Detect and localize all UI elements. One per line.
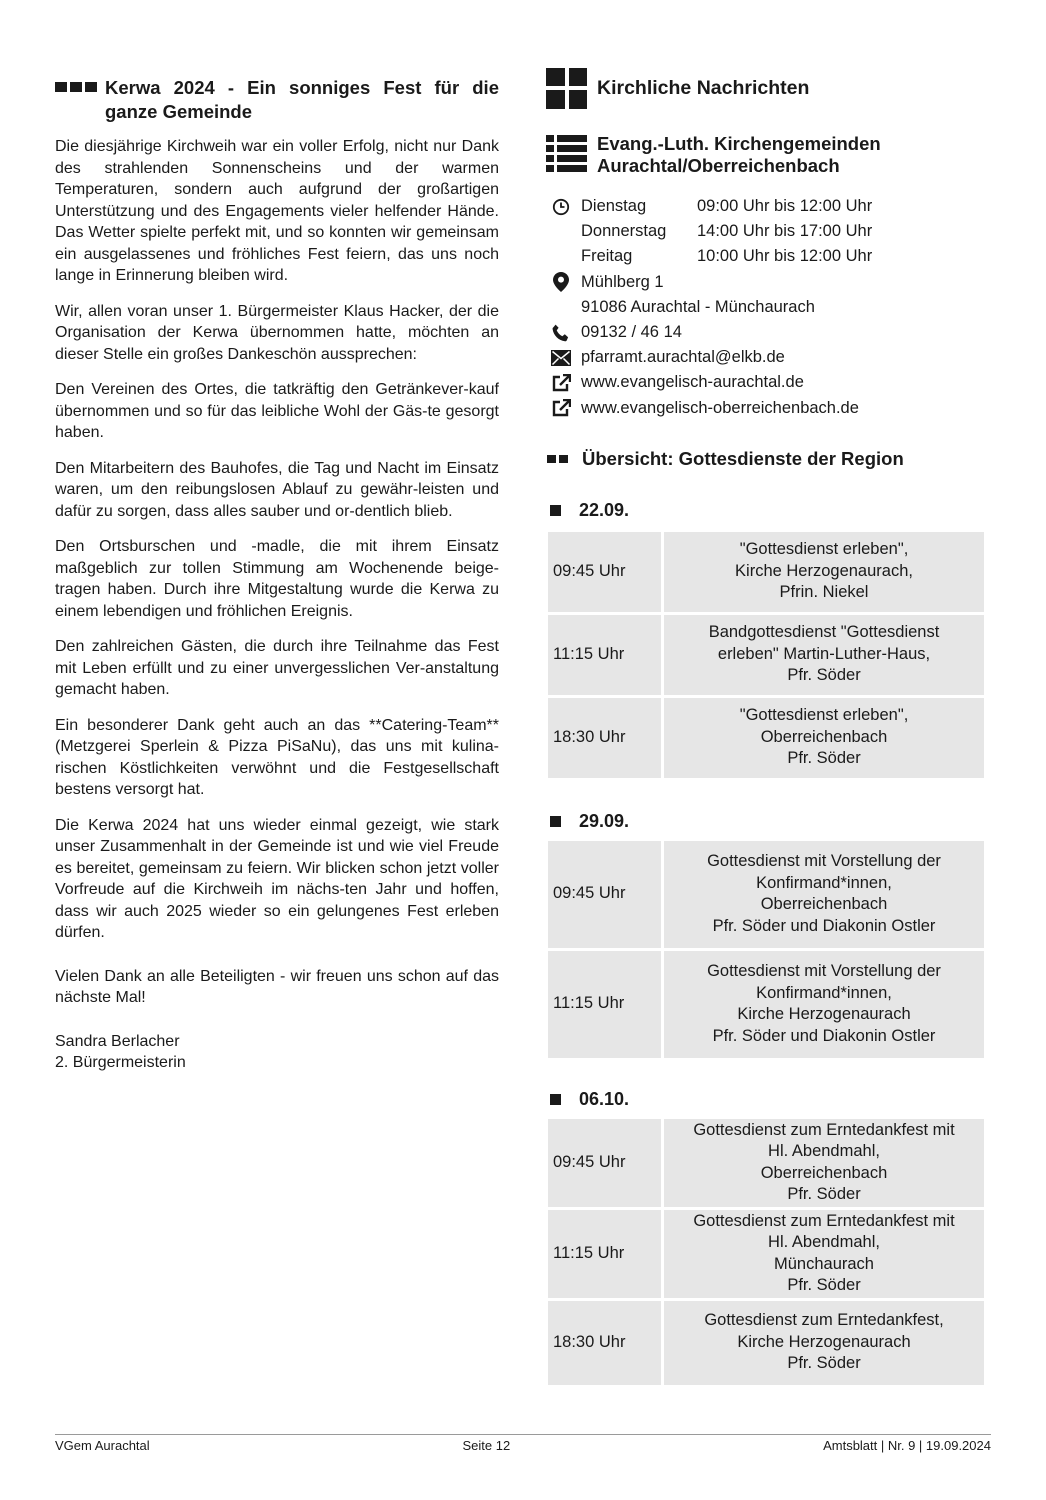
- service-description: [664, 951, 984, 1058]
- table-row: [548, 1301, 984, 1385]
- description-line: Gottesdienst zum Erntedankfest mit: [693, 1211, 955, 1230]
- description-line: Münchaurach: [774, 1254, 874, 1273]
- article-paragraph: Ein besonderer Dank geht auch an das **Catering-Team** (Metzgerei Sperlein & Pizza PiSaNu), das uns mit kulina-rischen Köstlichkeiten verwöhnt und die Festgesellschaft bestens versorgt hat.: [55, 716, 499, 798]
- hours-row: [546, 244, 986, 269]
- service-description: [664, 1301, 984, 1385]
- service-date: 29.09.: [579, 811, 630, 832]
- description-line: Gottesdienst mit Vorstellung der: [707, 962, 941, 981]
- phone-icon: [549, 323, 573, 343]
- description-line: Oberreichenbach: [760, 1163, 888, 1182]
- table-row: [548, 1210, 984, 1298]
- service-description: [664, 615, 984, 695]
- description-line: Gottesdienst mit Vorstellung der: [707, 852, 941, 871]
- description-line: Hl. Abendmahl,: [768, 1233, 880, 1252]
- hours-time: 14:00 Uhr bis 17:00 Uhr: [697, 222, 873, 241]
- description-line: erleben" Martin-Luther-Haus,: [717, 644, 931, 663]
- service-time: 11:15 Uhr: [548, 951, 661, 1058]
- hours-time: 09:00 Uhr bis 12:00 Uhr: [697, 197, 873, 215]
- description-line: Gottesdienst zum Erntedankfest,: [704, 1311, 944, 1330]
- email-link[interactable]: pfarramt.aurachtal@elkb.de: [581, 348, 785, 367]
- article-closing: Vielen Dank an alle Beteiligten - wir freuen uns schon auf das nächste Mal!: [55, 967, 499, 1006]
- description-line: Pfr. Söder: [787, 1185, 861, 1204]
- table-row: [548, 615, 984, 695]
- article-signature: [55, 1031, 499, 1074]
- website-row: [546, 396, 986, 421]
- description-line: Kirche Herzogenaurach,: [735, 561, 913, 580]
- overview-header: [546, 448, 986, 470]
- service-time: 09:45 Uhr: [548, 841, 661, 948]
- service-date: 06.10.: [579, 1089, 630, 1110]
- article-paragraph: Die Kerwa 2024 hat uns wieder einmal gezeigt, wie stark unser Zusammenhalt in der Gemeinde ist und wie viel Freude es bereitet, gemeinsam zu feiern. Wir blicken schon jetzt voller Vorfreude auf die Kirchweih im nächs-ten Jahr und hoffen, dass wir auch 2025 wieder so ein gelungenes Fest erleben dürfen.: [55, 816, 499, 941]
- headline-squares-icon: [55, 82, 97, 92]
- article-paragraph: Wir, allen voran unser 1. Bürgermeister Klaus Hacker, der die Organisation der Kerwa übernommen hatte, möchten an dieser Stelle ein großes Dankeschön aussprechen:: [55, 302, 499, 363]
- description-line: Gottesdienst zum Erntedankfest mit: [693, 1120, 955, 1139]
- double-square-icon: [547, 455, 568, 463]
- table-row: [548, 532, 984, 612]
- description-line: Bandgottesdienst "Gottesdienst: [708, 623, 940, 642]
- service-time: 18:30 Uhr: [548, 698, 661, 778]
- parish-title-line2: Aurachtal/Oberreichenbach: [597, 154, 840, 176]
- description-line: Pfrin. Niekel: [779, 583, 869, 602]
- mail-icon: [549, 348, 573, 368]
- service-time: 09:45 Uhr: [548, 1119, 661, 1207]
- description-line: "Gottesdienst erleben",: [739, 540, 909, 559]
- church-news: [546, 66, 986, 1388]
- section-header: [546, 66, 986, 110]
- list-bars-icon: [546, 133, 587, 175]
- description-line: Oberreichenbach: [760, 727, 888, 746]
- external-link-icon: [549, 373, 573, 393]
- hours-day: Dienstag: [581, 197, 647, 215]
- description-line: Pfr. Söder: [787, 749, 861, 768]
- hours-row: [546, 219, 986, 244]
- page-footer: [55, 1434, 991, 1456]
- table-row: [548, 951, 984, 1058]
- service-table: [545, 529, 987, 781]
- website-row: [546, 370, 986, 395]
- service-time: 11:15 Uhr: [548, 615, 661, 695]
- article-paragraph: Den Vereinen des Ortes, die tatkräftig den Getränkever-kauf übernommen und so für das leibliche Wohl der Gäs-te gesorgt haben.: [55, 381, 499, 441]
- grid-squares-icon: [546, 68, 587, 109]
- service-description: [664, 1210, 984, 1298]
- hours-day: Donnerstag: [581, 222, 667, 241]
- phone-number: 09132 / 46 14: [581, 322, 682, 341]
- article-paragraph: Die diesjährige Kirchweih war ein voller Erfolg, nicht nur Dank des strahlenden Sonnenscheins und der warmen Temperaturen, sondern auch aufgrund der großartigen Unterstützung und des Engagements vieler helfender Hände. Das Wetter spielte perfekt mit, und so konnten wir gemeinsam ein ausgelassenes und fröhliches Fest feiern, das uns noch lange in Erinnerung bleiben wird.: [55, 138, 499, 284]
- service-description: [664, 1119, 984, 1207]
- service-date-header: [550, 499, 986, 523]
- service-description: [664, 698, 984, 778]
- service-date: 22.09.: [579, 500, 630, 521]
- website-link[interactable]: www.evangelisch-aurachtal.de: [581, 373, 804, 392]
- service-time: 09:45 Uhr: [548, 532, 661, 612]
- service-time: 18:30 Uhr: [548, 1301, 661, 1385]
- address-row: [546, 295, 986, 320]
- clock-icon: [549, 197, 573, 217]
- service-date-header: [550, 810, 986, 834]
- address-line2: 91086 Aurachtal - Münchaurach: [581, 297, 815, 316]
- table-row: [548, 841, 984, 948]
- hours-time: 10:00 Uhr bis 12:00 Uhr: [697, 247, 873, 266]
- website-link[interactable]: www.evangelisch-oberreichenbach.de: [581, 398, 859, 417]
- description-line: "Gottesdienst erleben",: [739, 706, 909, 725]
- square-bullet-icon: [550, 816, 561, 827]
- hours-row: [546, 194, 986, 219]
- service-description: [664, 532, 984, 612]
- description-line: Kirche Herzogenaurach: [737, 1005, 911, 1024]
- description-line: Konfirmand*innen,: [756, 983, 892, 1002]
- service-date-header: [550, 1088, 986, 1112]
- parish-title-line1: Evang.-Luth. Kirchengemeinden: [597, 133, 881, 154]
- description-line: Oberreichenbach: [760, 895, 888, 914]
- table-row: [548, 1119, 984, 1207]
- map-pin-icon: [549, 272, 573, 292]
- contact-block: [546, 194, 986, 421]
- email-row: [546, 345, 986, 370]
- parish-title: [597, 133, 881, 176]
- service-description: [664, 841, 984, 948]
- description-line: Pfr. Söder: [787, 666, 861, 685]
- square-bullet-icon: [550, 505, 561, 516]
- section-title: Kirchliche Nachrichten: [597, 76, 810, 99]
- overview-title: Übersicht: Gottesdienste der Region: [582, 447, 904, 469]
- signature-role: 2. Bürgermeisterin: [55, 1054, 186, 1071]
- article-title: Kerwa 2024 - Ein sonniges Fest für die ganze Gemeinde: [105, 77, 499, 122]
- article-header: [55, 76, 499, 124]
- parish-header: [546, 133, 986, 176]
- external-link-icon: [549, 398, 573, 418]
- description-line: Pfr. Söder: [787, 1354, 861, 1373]
- square-bullet-icon: [550, 1094, 561, 1105]
- article-paragraph: Den Ortsburschen und -madle, die mit ihrem Einsatz maßgeblich zur tollen Stimmung am Wochenende beige-tragen haben. Durch ihre Mitgestaltung wurde die Kerwa zu einem lebendigen und fröhlichen Ereignis.: [55, 538, 499, 620]
- description-line: Pfr. Söder und Diakonin Ostler: [712, 916, 936, 935]
- address-line1: Mühlberg 1: [581, 272, 664, 291]
- address-row: [546, 270, 986, 295]
- article-paragraph: Den Mitarbeitern des Bauhofes, die Tag und Nacht im Einsatz waren, um den reibungslosen Ablauf zu gewähr-leisten und dafür zu sorgen, dass alles sauber und or-dentlich blieb.: [55, 459, 499, 520]
- description-line: Pfr. Söder und Diakonin Ostler: [712, 1026, 936, 1045]
- footer-publisher: VGem Aurachtal: [55, 1438, 150, 1453]
- service-table: [545, 838, 987, 1061]
- phone-row: [546, 320, 986, 345]
- service-table: [545, 1116, 987, 1388]
- description-line: Pfr. Söder: [787, 1276, 861, 1295]
- signature-name: Sandra Berlacher: [55, 1032, 180, 1050]
- description-line: Hl. Abendmahl,: [768, 1142, 880, 1161]
- service-time: 11:15 Uhr: [548, 1210, 661, 1298]
- footer-page-number: Seite 12: [462, 1438, 511, 1453]
- article-paragraph: Den zahlreichen Gästen, die durch ihre Teilnahme das Fest mit Leben erfüllt und zu einer unvergesslichen Ver-anstaltung gemacht haben.: [55, 638, 499, 698]
- footer-issue: Amtsblatt | Nr. 9 | 19.09.2024: [823, 1438, 991, 1453]
- description-line: Kirche Herzogenaurach: [737, 1332, 911, 1351]
- description-line: Konfirmand*innen,: [756, 873, 892, 892]
- hours-day: Freitag: [581, 247, 633, 266]
- article: [55, 76, 499, 1088]
- table-row: [548, 698, 984, 778]
